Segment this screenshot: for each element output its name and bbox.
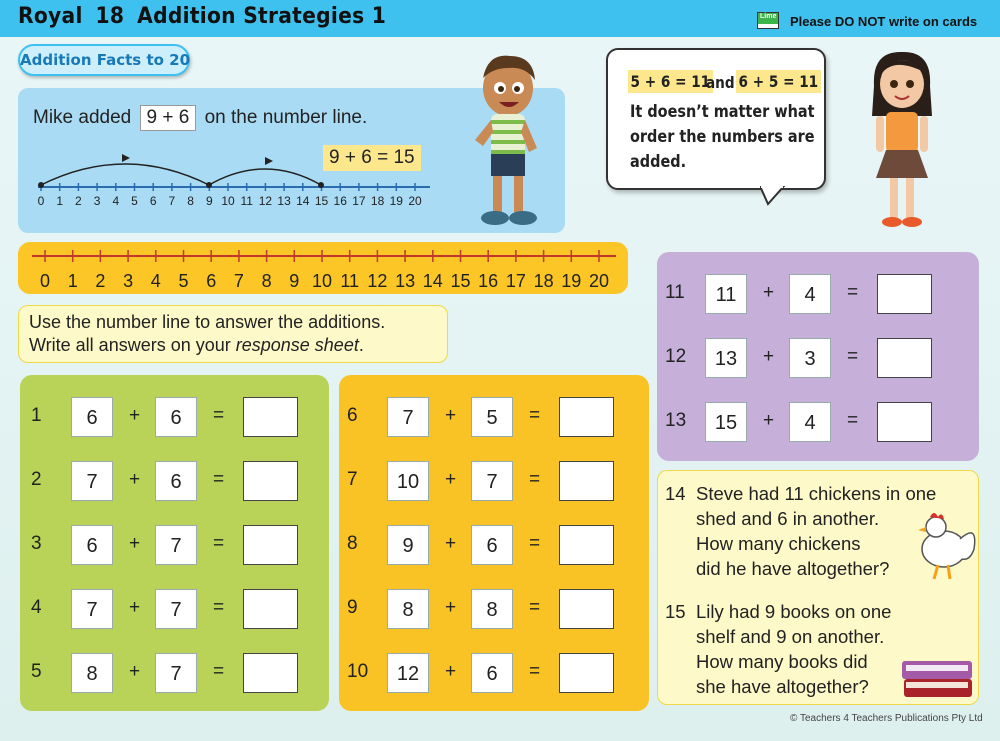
- question-row: [31, 461, 321, 501]
- question-row: [665, 402, 955, 442]
- questions-panel-purple: [657, 252, 979, 461]
- tick-label: 10: [221, 194, 235, 208]
- addend-box: 9: [387, 525, 429, 565]
- question-number: 9: [347, 597, 358, 618]
- questions-panel-green: [20, 375, 329, 711]
- question-number: 12: [665, 346, 687, 367]
- arrow-head-icon: [265, 157, 273, 165]
- card-topic: Addition Strategies 1: [137, 4, 387, 29]
- instructions-box: [18, 305, 448, 363]
- tick-label: 3: [93, 194, 101, 208]
- bubble-tail: [760, 186, 790, 208]
- arrow-head-icon: [122, 154, 130, 162]
- jump-arc-six: [209, 169, 321, 185]
- card-number: 18: [95, 4, 125, 29]
- equals-sign: =: [847, 410, 859, 431]
- copyright-text: Teachers 4 Teachers Publications Pty Ltd: [799, 713, 983, 724]
- tick-label: 4: [150, 271, 161, 291]
- tick-label: 19: [389, 194, 403, 208]
- addend-box: 15: [705, 402, 747, 442]
- plus-sign: +: [445, 405, 457, 426]
- example-sentence: [33, 105, 367, 131]
- plus-sign: +: [129, 469, 141, 490]
- tick-label: 19: [561, 271, 582, 291]
- question-number: 13: [665, 410, 687, 431]
- example-result: 9 + 6 = 15: [323, 145, 421, 171]
- question-number: 1: [31, 405, 42, 426]
- addend-box: 6: [71, 525, 113, 565]
- question-number: 5: [31, 661, 42, 682]
- answer-box[interactable]: [243, 397, 298, 437]
- problem-line: she have altogether?: [696, 676, 869, 697]
- plus-sign: +: [129, 661, 141, 682]
- plus-sign: +: [445, 533, 457, 554]
- example-text-start: Mike added: [33, 107, 132, 128]
- addend-box: 7: [471, 461, 513, 501]
- tick-label: 12: [258, 194, 273, 208]
- problem-number: 15: [665, 601, 686, 622]
- response-sheet-text: response sheet: [235, 335, 359, 355]
- instructions-line-one: Use the number line to answer the additions.: [29, 312, 386, 332]
- end-point: [318, 182, 324, 188]
- addend-box: 7: [71, 589, 113, 629]
- bubble-line-three: added.: [630, 152, 687, 172]
- tick-label: 5: [131, 194, 138, 208]
- word-problems-panel: [657, 470, 979, 705]
- addend-box: 6: [155, 397, 197, 437]
- header-bar: [0, 0, 1000, 37]
- question-row: [665, 338, 955, 378]
- answer-box[interactable]: [243, 525, 298, 565]
- addend-box: 5: [471, 397, 513, 437]
- tick-label: 8: [261, 271, 272, 291]
- tick-label: 20: [408, 194, 422, 208]
- tick-label: 5: [178, 271, 189, 291]
- equals-sign: =: [529, 661, 541, 682]
- tick-label: 2: [95, 271, 106, 291]
- question-row: [31, 397, 321, 437]
- tick-label: 17: [352, 194, 366, 208]
- equals-sign: =: [213, 661, 225, 682]
- question-row: [31, 589, 321, 629]
- equals-sign: =: [847, 282, 859, 303]
- question-number: 8: [347, 533, 358, 554]
- addend-box: 6: [471, 525, 513, 565]
- question-row: [31, 653, 321, 693]
- tick-label: 6: [149, 194, 157, 208]
- tick-label: 18: [533, 271, 554, 291]
- question-row: [347, 589, 637, 629]
- tick-label: 9: [289, 271, 300, 291]
- bubble-line-two: order the numbers are: [630, 127, 815, 147]
- addend-box: 7: [71, 461, 113, 501]
- number-line-strip: [18, 242, 628, 294]
- equals-sign: =: [213, 405, 225, 426]
- tick-label: 4: [112, 194, 120, 208]
- addend-box: 13: [705, 338, 747, 378]
- addend-box: 12: [387, 653, 429, 693]
- instructions-line-two: Write all answers on your response sheet.: [29, 335, 364, 355]
- equals-sign: =: [213, 597, 225, 618]
- tick-label: 15: [450, 271, 471, 291]
- answer-box[interactable]: [559, 461, 614, 501]
- tick-label: 13: [277, 194, 291, 208]
- jump-arc-nine: [41, 164, 209, 185]
- bubble-and: and: [706, 73, 735, 92]
- plus-sign: +: [129, 597, 141, 618]
- equals-sign: =: [213, 469, 225, 490]
- question-row: [347, 525, 637, 565]
- speech-bubble: [606, 48, 826, 190]
- chicken-illustration: [914, 509, 980, 583]
- tick-label: 11: [340, 271, 360, 291]
- lime-card-icon: [757, 12, 779, 29]
- answer-box[interactable]: [243, 653, 298, 693]
- tick-label: 6: [206, 271, 217, 291]
- question-number: 10: [347, 661, 369, 682]
- strip-number-line: [18, 242, 628, 294]
- series-name: Royal: [18, 4, 83, 29]
- answer-box[interactable]: [877, 402, 932, 442]
- problem-line: did he have altogether?: [696, 558, 890, 579]
- addend-box: 7: [155, 589, 197, 629]
- answer-box[interactable]: [559, 525, 614, 565]
- copyright-icon: ©: [790, 713, 798, 724]
- addend-box: 7: [155, 653, 197, 693]
- tick-label: 0: [39, 271, 51, 291]
- start-point: [38, 182, 44, 188]
- tick-label: 14: [422, 271, 443, 291]
- addend-box: 6: [471, 653, 513, 693]
- plus-sign: +: [129, 405, 141, 426]
- problem-line: Lily had 9 books on one: [696, 601, 892, 622]
- example-expression: 9 + 6: [140, 105, 197, 131]
- plus-sign: +: [763, 410, 775, 431]
- tick-label: 7: [168, 194, 176, 208]
- level-tag: Lime: [760, 13, 777, 20]
- tick-label: 16: [333, 194, 347, 208]
- tick-label: 1: [67, 271, 78, 291]
- addend-box: 8: [387, 589, 429, 629]
- example-text-end: on the number line.: [204, 107, 368, 128]
- problem-line: shelf and 9 on another.: [696, 626, 885, 647]
- addend-box: 10: [387, 461, 429, 501]
- question-row: [347, 653, 637, 693]
- question-row: [347, 397, 637, 437]
- tick-label: 1: [56, 194, 64, 208]
- tick-label: 11: [240, 194, 253, 208]
- answer-box[interactable]: [559, 589, 614, 629]
- tick-label: 12: [367, 271, 388, 291]
- answer-box[interactable]: [243, 589, 298, 629]
- tick-label: 14: [296, 194, 310, 208]
- bubble-line-one: It doesn’t matter what: [630, 102, 815, 122]
- question-row: [665, 274, 955, 314]
- answer-box[interactable]: [877, 338, 932, 378]
- addend-box: 7: [387, 397, 429, 437]
- equals-sign: =: [847, 346, 859, 367]
- equals-sign: =: [213, 533, 225, 554]
- questions-panel-orange: [339, 375, 649, 711]
- equals-sign: =: [529, 405, 541, 426]
- tick-label: 8: [187, 194, 194, 208]
- tick-label: 9: [205, 194, 213, 208]
- tick-label: 0: [37, 194, 45, 208]
- tick-label: 17: [505, 271, 526, 291]
- question-number: 11: [665, 282, 685, 303]
- addend-box: 8: [471, 589, 513, 629]
- middle-point: [206, 182, 212, 188]
- tick-label: 3: [123, 271, 134, 291]
- problem-number: 14: [665, 483, 686, 504]
- question-number: 3: [31, 533, 42, 554]
- addend-box: 4: [789, 402, 831, 442]
- tick-label: 15: [314, 194, 329, 208]
- tick-label: 2: [75, 194, 82, 208]
- answer-box[interactable]: [559, 653, 614, 693]
- equals-sign: =: [529, 533, 541, 554]
- question-number: 2: [31, 469, 42, 490]
- card-title: [18, 4, 399, 29]
- do-not-write-note: Please DO NOT write on cards: [790, 14, 978, 29]
- tick-label: 16: [478, 271, 499, 291]
- books-illustration: [898, 653, 976, 703]
- addend-box: 7: [155, 525, 197, 565]
- tick-label: 20: [588, 271, 610, 291]
- problem-line: How many books did: [696, 651, 868, 672]
- equals-sign: =: [529, 469, 541, 490]
- question-number: 7: [347, 469, 358, 490]
- problem-line: shed and 6 in another.: [696, 508, 880, 529]
- tick-label: 18: [370, 194, 385, 208]
- addend-box: 6: [71, 397, 113, 437]
- plus-sign: +: [129, 533, 141, 554]
- answer-box[interactable]: [559, 397, 614, 437]
- section-pill: Addition Facts to 20: [18, 44, 190, 76]
- problem-line: Steve had 11 chickens in one: [696, 483, 937, 504]
- addend-box: 8: [71, 653, 113, 693]
- question-row: [347, 461, 637, 501]
- copyright-footer: [790, 713, 983, 724]
- bubble-equation-two: 6 + 5 = 11: [736, 70, 821, 93]
- girl-illustration: [862, 46, 942, 236]
- addend-box: 4: [789, 274, 831, 314]
- answer-box[interactable]: [243, 461, 298, 501]
- equals-sign: =: [529, 597, 541, 618]
- example-number-line: [30, 148, 450, 218]
- problem-line: How many chickens: [696, 533, 861, 554]
- answer-box[interactable]: [877, 274, 932, 314]
- plus-sign: +: [763, 346, 775, 367]
- bubble-equation-one: 5 + 6 = 11: [628, 70, 713, 93]
- plus-sign: +: [763, 282, 775, 303]
- addend-box: 11: [705, 274, 747, 314]
- plus-sign: +: [445, 661, 457, 682]
- tick-label: 7: [233, 271, 244, 291]
- question-row: [31, 525, 321, 565]
- tick-label: 10: [311, 271, 333, 291]
- addend-box: 3: [789, 338, 831, 378]
- question-number: 6: [347, 405, 358, 426]
- plus-sign: +: [445, 469, 457, 490]
- question-number: 4: [31, 597, 42, 618]
- addend-box: 6: [155, 461, 197, 501]
- boy-illustration: [463, 48, 553, 233]
- plus-sign: +: [445, 597, 457, 618]
- tick-label: 13: [395, 271, 416, 291]
